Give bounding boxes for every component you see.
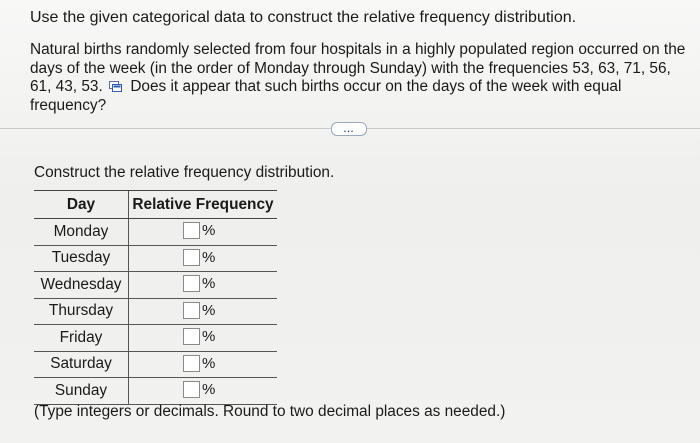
relative-frequency-cell <box>129 298 278 325</box>
percent-sign: % <box>202 275 216 292</box>
relative-frequency-cell <box>129 272 278 299</box>
answer-input-group <box>183 302 215 319</box>
day-cell: Saturday <box>34 351 129 378</box>
relative-frequency-input[interactable] <box>183 302 200 319</box>
day-cell: Wednesday <box>34 272 129 299</box>
relative-frequency-input[interactable] <box>183 222 200 239</box>
answer-input-group <box>183 328 215 345</box>
day-cell: Thursday <box>34 298 129 325</box>
table-row <box>34 298 277 325</box>
answer-input-group <box>183 355 215 372</box>
day-cell: Monday <box>34 219 129 246</box>
table-row <box>34 378 277 405</box>
relative-frequency-input[interactable] <box>183 381 200 398</box>
percent-sign: % <box>202 381 216 398</box>
answer-input-group <box>183 275 215 292</box>
relative-frequency-input[interactable] <box>183 275 200 292</box>
relative-frequency-input[interactable] <box>183 249 200 266</box>
copy-data-icon[interactable] <box>109 79 122 90</box>
problem-text: Natural births randomly selected from four hospitals in a highly populated region occurred on the days of the week (in the order of Monday through Sunday) with the frequencies 53, 63, 71, 56, 61, 43, 53. <box>30 41 686 95</box>
table-body <box>34 219 277 405</box>
percent-sign: % <box>202 222 216 239</box>
relative-frequency-input[interactable] <box>183 328 200 345</box>
relative-frequency-cell <box>129 219 278 246</box>
relative-frequency-cell <box>129 325 278 352</box>
day-cell: Tuesday <box>34 245 129 272</box>
percent-sign: % <box>202 328 216 345</box>
table-row <box>34 325 277 352</box>
percent-sign: % <box>202 248 216 266</box>
question-instruction: Use the given categorical data to construct the relative frequency distribution. <box>30 9 577 26</box>
answer-input-group <box>183 249 215 266</box>
relative-frequency-input[interactable] <box>183 355 200 372</box>
table-header-row <box>34 191 277 219</box>
day-cell: Sunday <box>34 378 129 405</box>
table-prompt: Construct the relative frequency distribution. <box>34 164 335 181</box>
percent-sign: % <box>202 301 216 319</box>
problem-question: Does it appear that such births occur on the days of the week with equal frequency? <box>30 78 622 114</box>
table-row <box>34 219 277 246</box>
percent-sign: % <box>202 354 216 372</box>
rounding-note: (Type integers or decimals. Round to two decimal places as needed.) <box>34 403 506 420</box>
answer-input-group <box>183 222 215 239</box>
relative-frequency-cell <box>129 351 278 378</box>
relative-frequency-table <box>34 190 277 405</box>
day-column-header: Day <box>34 191 129 219</box>
relative-frequency-cell <box>129 245 278 272</box>
day-cell: Friday <box>34 325 129 352</box>
table-row <box>34 351 277 378</box>
relative-frequency-column-header: Relative Frequency <box>129 191 278 219</box>
problem-statement <box>30 41 692 115</box>
table-row <box>34 245 277 272</box>
table-row <box>34 272 277 299</box>
relative-frequency-cell <box>129 378 278 405</box>
expand-button[interactable]: ... <box>331 122 367 136</box>
answer-input-group <box>183 381 215 398</box>
